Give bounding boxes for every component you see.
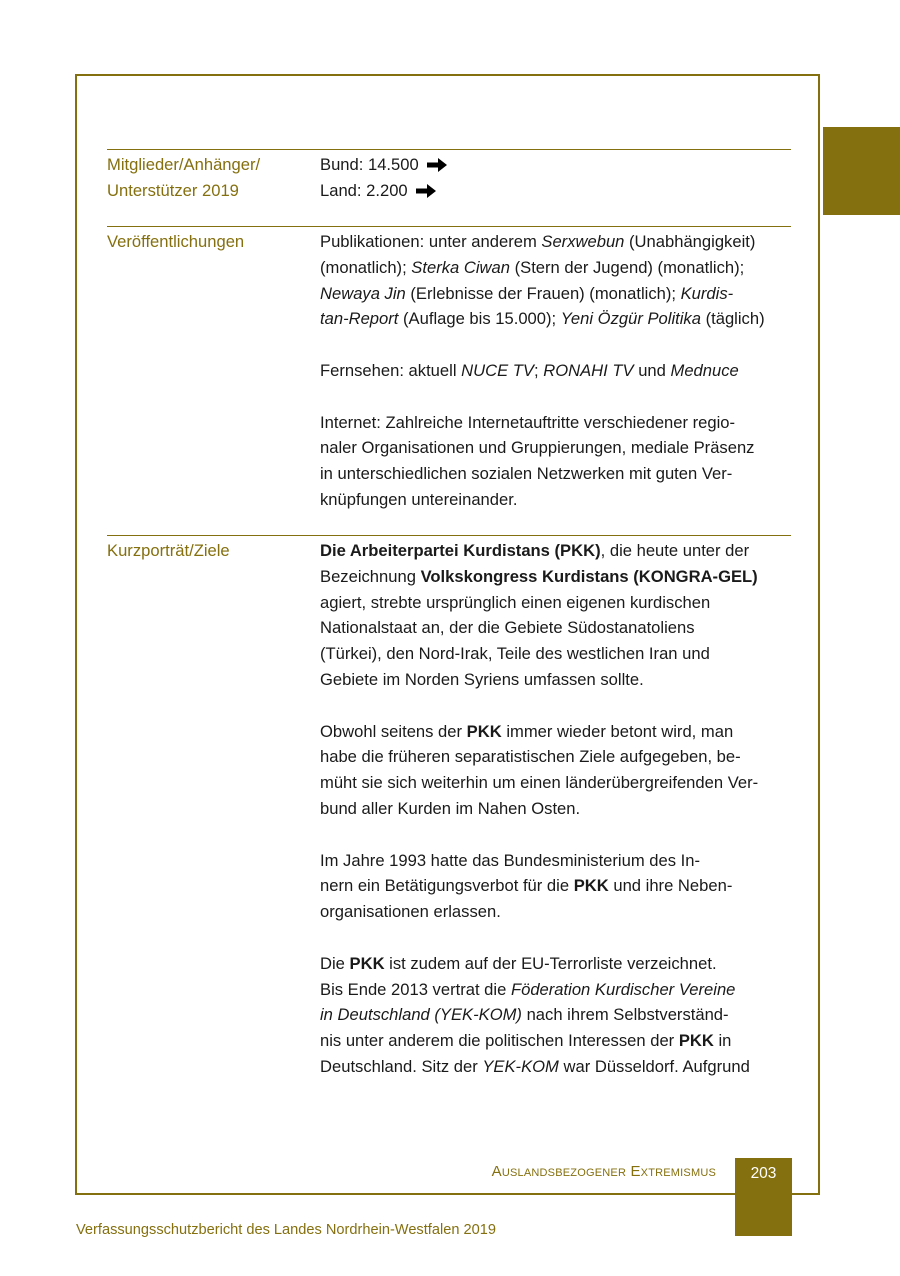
text-line: Die PKK ist zudem auf der EU-Terrorliste verzeichnet. [320,953,717,973]
text-line: Bis Ende 2013 vertrat die Föderation Kurdischer Vereine [320,979,736,999]
row-content-publications [320,229,795,513]
row-divider [107,226,791,227]
text-line: tan-Report (Auflage bis 15.000); Yeni Özgür Politika (täglich) [320,309,765,329]
text-line: (Türkei), den Nord-Irak, Teile des westlichen Iran und [320,644,710,664]
arrow-right-icon [427,158,447,172]
text-line: Im Jahre 1993 hatte das Bundesministerium des In- [320,850,701,870]
text-line: Fernsehen: aktuell NUCE TV; RONAHI TV und Mednuce [320,360,739,380]
member-count-state-text: Land: 2.200 [320,180,408,200]
label-line: Unterstützer 2019 [107,180,239,200]
row-divider [107,149,791,150]
text-line: Internet: Zahlreiche Internetauftritte verschiedener regio- [320,412,736,432]
text-line: Die Arbeiterpartei Kurdistans (PKK), die heute unter der [320,541,750,560]
text-line: nern ein Betätigungsverbot für die PKK und ihre Neben- [320,876,733,896]
publication-title: Verfassungsschutzbericht des Landes Nordrhein-Westfalen 2019 [76,1222,496,1238]
text-line: bund aller Kurden im Nahen Osten. [320,798,581,818]
paragraph-pkk-terror-list [320,951,795,1080]
text-line: nis unter anderem die politischen Interessen der PKK in [320,1031,732,1051]
text-line: habe die früheren separatistischen Ziele aufgegeben, be- [320,747,741,767]
label-line: Kurzporträt/Ziele [107,541,230,560]
member-count-federal-text: Bund: 14.500 [320,155,419,174]
member-count-federal [320,152,795,178]
text-line: Obwohl seitens der PKK immer wieder betont wird, man [320,721,734,741]
text-line: Newaya Jin (Erlebnisse der Frauen) (monatlich); Kurdis- [320,283,734,303]
text-line: Deutschland. Sitz der YEK-KOM war Düsseldorf. Aufgrund [320,1056,750,1076]
text-line: Nationalstaat an, der die Gebiete Südostanatoliens [320,618,695,638]
text-line: Gebiete im Norden Syriens umfassen sollte. [320,669,644,689]
text-line: agiert, strebte ursprünglich einen eigenen kurdischen [320,592,711,612]
row-content-profile [320,538,795,1080]
text-line: in Deutschland (YEK-KOM) nach ihrem Selbstverständ- [320,1005,729,1025]
chapter-tab [823,127,900,215]
arrow-right-icon [416,184,436,198]
row-divider [107,535,791,536]
text-line: Publikationen: unter anderem Serxwebun (Unabhängigkeit) [320,232,756,251]
paragraph-pkk-intro [320,538,795,693]
row-content-members [320,152,795,204]
paragraph-internet [320,410,795,513]
paragraph-pkk-goals [320,719,795,822]
paragraph-television [320,358,795,384]
page-number: 203 [750,1165,777,1182]
page-number-box [735,1158,792,1236]
row-label-members [107,152,307,204]
text-line: müht sie sich weiterhin um einen länderübergreifenden Ver- [320,773,759,793]
label-line: Mitglieder/Anhänger/ [107,155,261,174]
member-count-state [320,178,795,204]
text-line: naler Organisationen und Gruppierungen, mediale Präsenz [320,438,755,458]
label-line: Veröffentlichungen [107,232,245,251]
text-line: knüpfungen untereinander. [320,489,518,509]
paragraph-publications [320,229,795,332]
text-line: organisationen erlassen. [320,902,501,922]
text-line: Bezeichnung Volkskongress Kurdistans (KONGRA-GEL) [320,566,758,586]
text-line: in unterschiedlichen sozialen Netzwerken mit guten Ver- [320,464,733,484]
row-label-publications [107,229,307,255]
row-label-profile [107,538,307,564]
paragraph-pkk-ban [320,848,795,925]
running-footer-section-title: Auslandsbezogener Extremismus [491,1163,716,1180]
text-line: (monatlich); Sterka Ciwan (Stern der Jugend) (monatlich); [320,257,745,277]
